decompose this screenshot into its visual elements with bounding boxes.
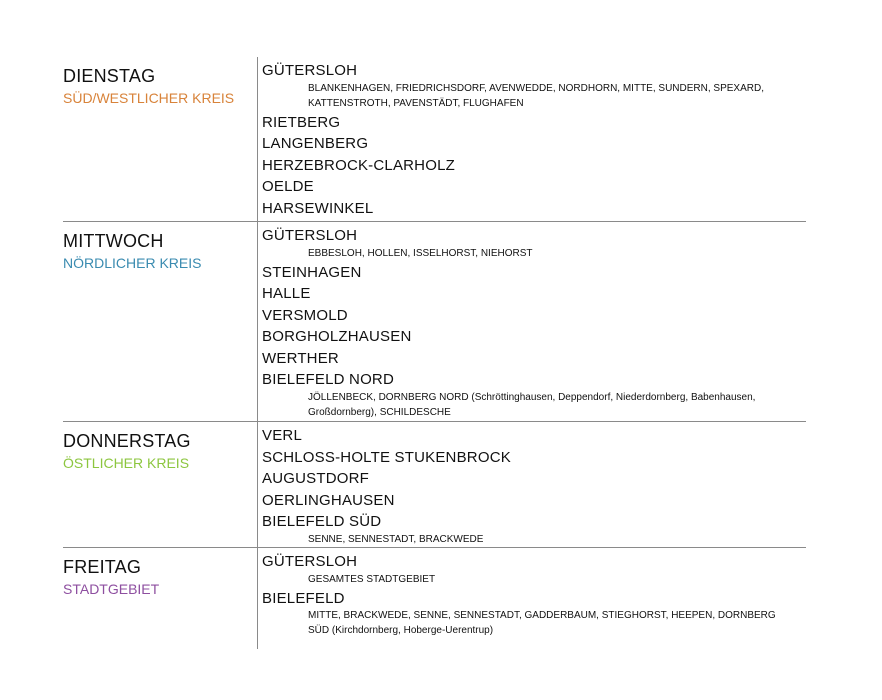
day-label: MITTWOCH — [63, 231, 164, 251]
day-label: FREITAG — [63, 557, 142, 577]
place-name: WERTHER — [262, 349, 339, 367]
place-name: HARSEWINKEL — [262, 199, 374, 217]
place-districts: JÖLLENBECK, DORNBERG NORD (Schröttinghausen, Deppendorf, Niederdornberg, Babenhausen, Großdornberg), SCHILDESCHE — [308, 391, 756, 418]
place-name: SCHLOSS-HOLTE STUKENBROCK — [262, 448, 511, 466]
place-districts: EBBESLOH, HOLLEN, ISSELHORST, NIEHORST — [308, 247, 533, 259]
day-column — [63, 57, 257, 221]
place-districts: SENNE, SENNESTADT, BRACKWEDE — [308, 533, 484, 545]
place-name: GÜTERSLOH — [262, 62, 358, 79]
place-name: RIETBERG — [262, 113, 341, 131]
day-column — [63, 422, 257, 547]
place-name: GÜTERSLOH — [262, 553, 358, 570]
schedule-row — [63, 57, 806, 222]
place-districts: BLANKENHAGEN, FRIEDRICHSDORF, AVENWEDDE, NORDHORN, MITTE, SUNDERN, SPEXARD, KATTENSTROTH, PAVENSTÄDT, FLUGHAFEN — [308, 82, 764, 109]
place-name: HERZEBROCK-CLARHOLZ — [262, 156, 455, 174]
place-name: OELDE — [262, 178, 314, 195]
place-districts: GESAMTES STADTGEBIET — [308, 573, 436, 585]
day-column — [63, 548, 257, 649]
place-name: BIELEFELD — [262, 589, 345, 607]
schedule-row — [63, 548, 806, 649]
place-name: LANGENBERG — [262, 135, 369, 152]
region-label: NÖRDLICHER KREIS — [63, 255, 202, 271]
place-name: BIELEFELD SÜD — [262, 513, 382, 530]
places-column — [257, 548, 806, 649]
place-name: AUGUSTDORF — [262, 470, 369, 487]
place-name: BIELEFELD NORD — [262, 371, 394, 388]
region-label: SÜD/WESTLICHER KREIS — [63, 90, 235, 106]
place-name: BORGHOLZHAUSEN — [262, 328, 412, 345]
day-label: DONNERSTAG — [63, 431, 191, 451]
places-column — [257, 222, 806, 421]
region-label: ÖSTLICHER KREIS — [63, 455, 190, 471]
schedule-row — [63, 422, 806, 548]
day-column — [63, 222, 257, 421]
place-name: GÜTERSLOH — [262, 227, 358, 244]
day-label: DIENSTAG — [63, 66, 156, 86]
place-name: VERL — [262, 427, 302, 444]
places-column — [257, 57, 806, 221]
place-name: VERSMOLD — [262, 306, 348, 324]
region-label: STADTGEBIET — [63, 581, 160, 597]
place-name: HALLE — [262, 285, 311, 302]
place-name: STEINHAGEN — [262, 263, 362, 281]
place-districts: MITTE, BRACKWEDE, SENNE, SENNESTADT, GADDERBAUM, STIEGHORST, HEEPEN, DORNBERG SÜD (Kirchdornberg, Hoberge-Uerentrup) — [308, 610, 776, 636]
collection-schedule — [63, 57, 806, 649]
place-name: OERLINGHAUSEN — [262, 491, 395, 509]
schedule-row — [63, 222, 806, 422]
places-column — [257, 422, 806, 547]
